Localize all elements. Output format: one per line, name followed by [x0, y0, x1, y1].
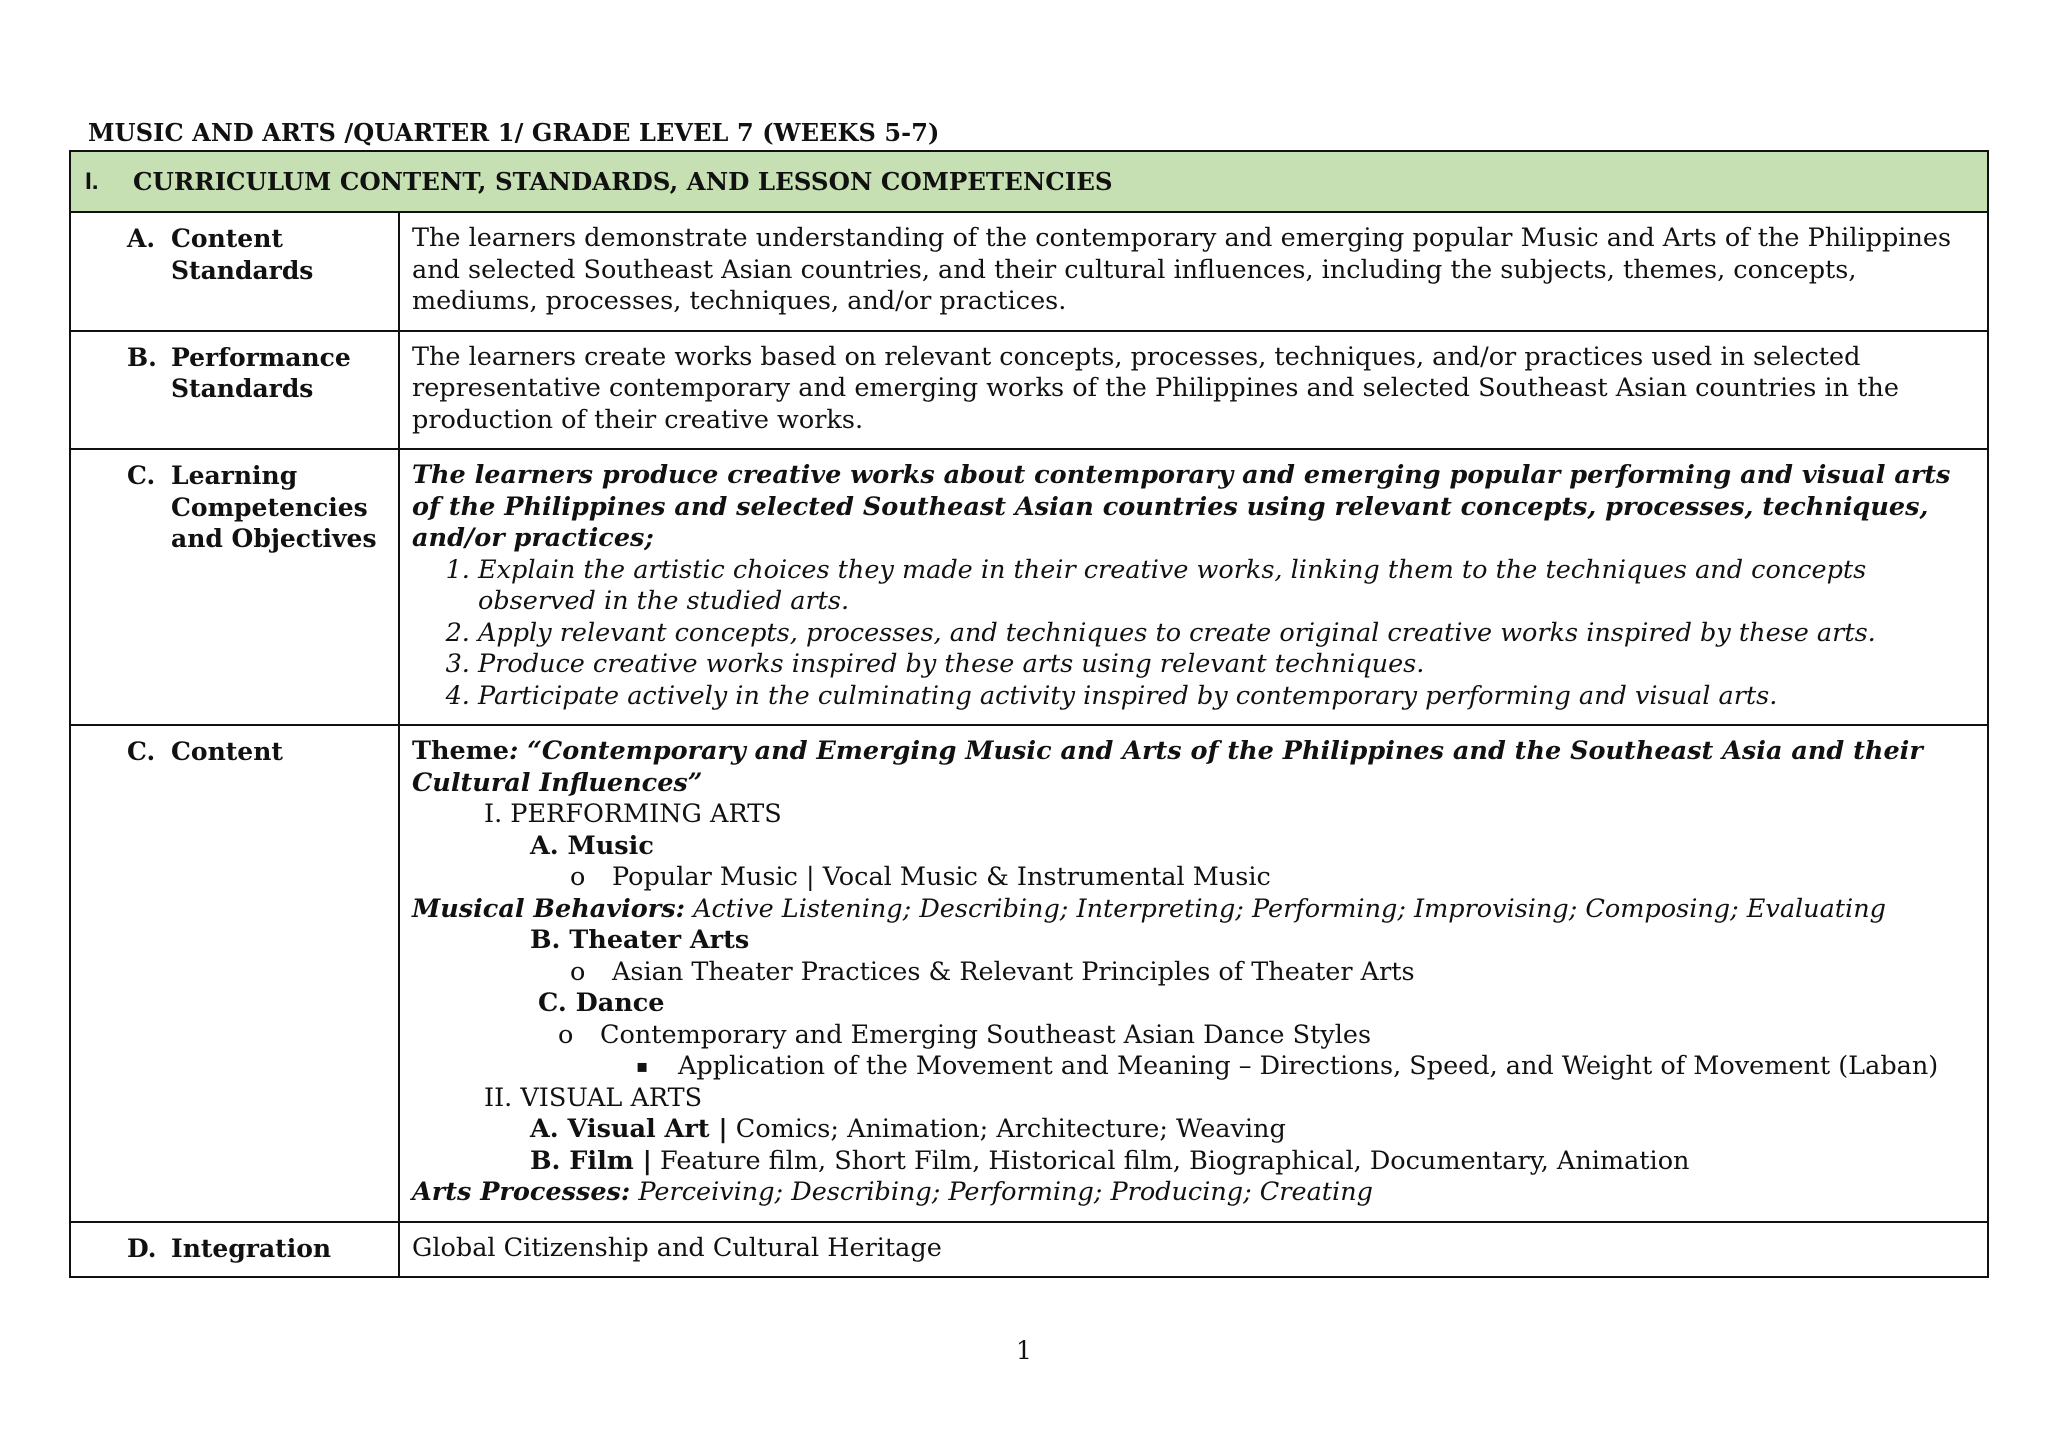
- theme-label: Theme: [412, 736, 509, 766]
- integration-label-cell: [70, 1222, 399, 1278]
- circle-bullet-icon: o: [570, 862, 586, 892]
- competencies-intro: The learners produce creative works about contemporary and emerging popular performing and visual arts of the Philippines and selected Southeast Asian countries using relevant concepts, processes, techniques, and/or practices;: [412, 460, 1951, 553]
- competencies-row: [70, 449, 1988, 725]
- dance-heading: C. Dance: [538, 988, 665, 1018]
- visual-art-label: A. Visual Art |: [530, 1114, 728, 1144]
- dance-subitem-text: Application of the Movement and Meaning – Directions, Speed, and Weight of Movement (Laban): [678, 1051, 1939, 1081]
- arts-processes-label: Arts Processes:: [412, 1177, 631, 1207]
- section-number: I.: [85, 167, 99, 195]
- arts-processes-text: Perceiving; Describing; Performing; Producing; Creating: [630, 1177, 1373, 1207]
- content-standards-value-cell: [399, 212, 1988, 331]
- row-letter: D.: [127, 1233, 157, 1263]
- integration-row: [70, 1222, 1988, 1278]
- section-title: CURRICULUM CONTENT, STANDARDS, AND LESSON COMPETENCIES: [133, 166, 1113, 196]
- visual-art-line: [412, 1114, 1973, 1146]
- integration-value-cell: [399, 1222, 1988, 1278]
- square-bullet-icon: ▪: [636, 1056, 649, 1077]
- objective-item: 2. Apply relevant concepts, processes, and techniques to create original creative works inspired by these arts.: [478, 618, 1973, 650]
- theater-item: [412, 957, 1973, 989]
- music-heading: A. Music: [530, 830, 654, 861]
- theater-heading: B. Theater Arts: [530, 925, 750, 955]
- circle-bullet-icon: o: [570, 956, 586, 987]
- curriculum-table: [69, 150, 1989, 1278]
- section-header-row: [70, 151, 1988, 212]
- music-item-text: Popular Music | Vocal Music & Instrumental Music: [612, 862, 1271, 892]
- content-label-cell: [70, 725, 399, 1222]
- row-label: Content Standards: [171, 224, 314, 285]
- objectives-list: [412, 555, 1973, 713]
- row-label: Content: [171, 737, 283, 766]
- content-standards-label-cell: [70, 212, 399, 331]
- objective-item: 4. Participate actively in the culminating activity inspired by contemporary performing and visual arts.: [478, 681, 1973, 713]
- theater-item-text: Asian Theater Practices & Relevant Principles of Theater Arts: [612, 956, 1415, 987]
- film-line: [412, 1146, 1973, 1178]
- circle-bullet-icon: o: [558, 1019, 574, 1050]
- arts-processes-line: [412, 1177, 1973, 1209]
- row-letter: C.: [127, 461, 156, 490]
- musical-behaviors-line: [412, 894, 1973, 926]
- dance-subitem: [412, 1051, 1973, 1083]
- objective-item: 3. Produce creative works inspired by these arts using relevant techniques.: [478, 649, 1973, 681]
- visual-art-text: Comics; Animation; Architecture; Weaving: [727, 1114, 1286, 1144]
- performance-standards-text: The learners create works based on relevant concepts, processes, techniques, and/or practices used in selected representative contemporary and emerging works of the Philippines and selected Southeast Asian countries in the production of their creative works.: [412, 341, 1899, 435]
- competencies-value-cell: [399, 449, 1988, 725]
- performance-standards-row: [70, 331, 1988, 450]
- row-letter: A.: [127, 224, 156, 253]
- document-title: MUSIC AND ARTS /QUARTER 1/ GRADE LEVEL 7 (WEEKS 5-7): [88, 118, 940, 147]
- content-standards-text: The learners demonstrate understanding of the contemporary and emerging popular Music and Arts of the Philippines and selected Southeast Asian countries, and their cultural influences, including the subjects, themes, concepts, mediums, processes, techniques, and/or practices.: [412, 223, 1952, 316]
- theme-line: [412, 736, 1973, 799]
- musical-behaviors-text: Active Listening; Describing; Interpreting; Performing; Improvising; Composing; Evaluating: [684, 893, 1886, 924]
- row-label: Learning Competencies and Objectives: [171, 461, 377, 553]
- performance-standards-label-cell: [70, 331, 399, 450]
- performance-standards-value-cell: [399, 331, 1988, 450]
- music-item: [412, 862, 1973, 894]
- content-value-cell: [399, 725, 1988, 1222]
- page-number: 1: [1016, 1336, 1032, 1365]
- content-standards-row: [70, 212, 1988, 331]
- film-text: Feature film, Short Film, Historical film, Biographical, Documentary, Animation: [651, 1145, 1690, 1176]
- row-label: Integration: [171, 1233, 332, 1263]
- section-header: [70, 151, 1988, 212]
- objective-item: 1. Explain the artistic choices they made in their creative works, linking them to the techniques and concepts observed in the studied arts.: [478, 555, 1973, 618]
- musical-behaviors-label: Musical Behaviors:: [412, 893, 685, 924]
- row-letter: C.: [127, 737, 156, 766]
- visual-arts-heading: II. VISUAL ARTS: [484, 1082, 703, 1113]
- integration-text: Global Citizenship and Cultural Heritage: [412, 1232, 942, 1263]
- film-label: B. Film |: [530, 1145, 652, 1176]
- dance-item: [412, 1020, 1973, 1052]
- theme-text: : “Contemporary and Emerging Music and Arts of the Philippines and the Southeast Asia and their Cultural Influences”: [412, 736, 1923, 798]
- dance-item-text: Contemporary and Emerging Southeast Asian Dance Styles: [600, 1019, 1372, 1050]
- row-letter: B.: [127, 342, 157, 372]
- content-row: [70, 725, 1988, 1222]
- row-label: Performance Standards: [171, 342, 351, 403]
- competencies-label-cell: [70, 449, 399, 725]
- performing-arts-heading: I. PERFORMING ARTS: [484, 799, 782, 829]
